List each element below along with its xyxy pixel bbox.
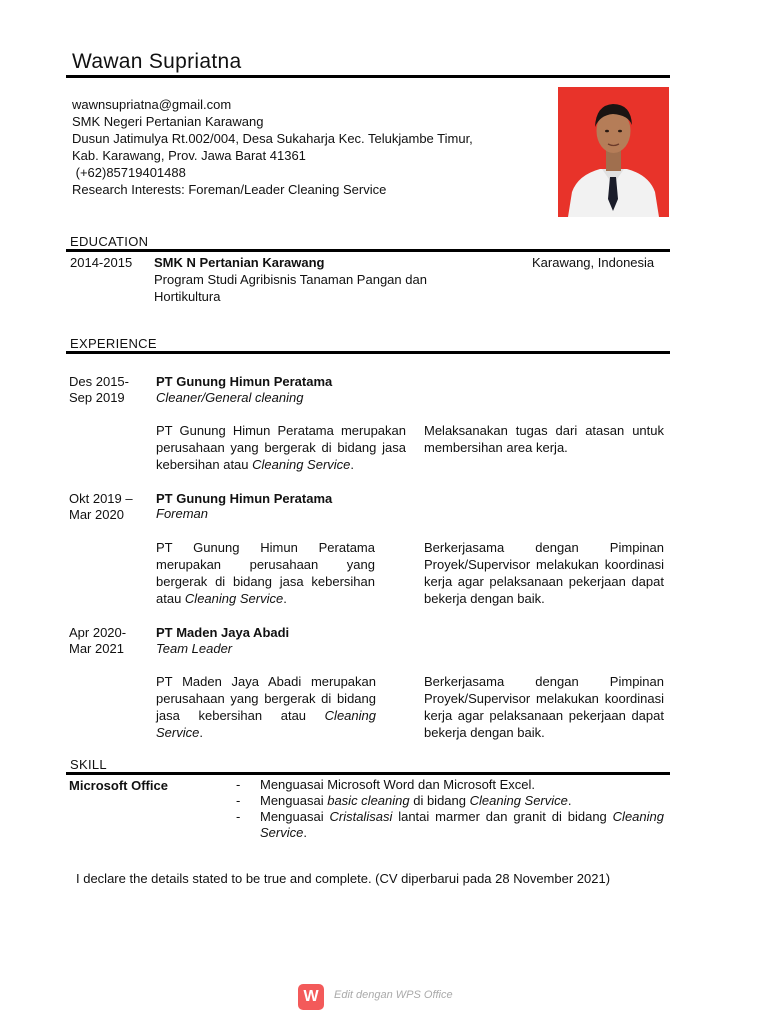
person-portrait-icon: [558, 87, 669, 217]
skill-item: [236, 793, 664, 809]
skill-list: [236, 777, 664, 841]
contact-block: [72, 96, 473, 198]
experience-duties: Melaksanakan tugas dari atasan untuk membersihan area kerja.: [424, 423, 664, 455]
skill-item-text: [260, 809, 664, 841]
description-text: PT Gunung Himun Peratama merupakan perusahaan yang bergerak di bidang jasa kebersihan atau: [156, 540, 375, 606]
address-line-1: Dusun Jatimulya Rt.002/004, Desa Sukaharja Kec. Telukjambe Timur,: [72, 131, 473, 146]
phone: (+62)85719401488: [72, 165, 186, 180]
skill-text: Menguasai Microsoft Word dan Microsoft Excel.: [260, 777, 536, 792]
experience-date-start: Okt 2019 –: [69, 491, 133, 506]
description-emphasis: Cleaning Service: [252, 457, 351, 472]
experience-date-end: Mar 2021: [69, 641, 124, 656]
experience-company: PT Gunung Himun Peratama: [156, 374, 333, 389]
experience-date-start: Apr 2020-: [69, 625, 127, 640]
wps-watermark-text: Edit dengan WPS Office: [334, 989, 453, 1001]
cv-name: Wawan Supriatna: [72, 50, 242, 73]
email: wawnsupriatna@gmail.com: [72, 97, 232, 112]
description-text: PT Maden Jaya Abadi merupakan perusahaan yang bergerak di bidang jasa kebersihan atau: [156, 674, 376, 723]
skill-text: lantai marmer dan granit di bidang: [392, 809, 613, 824]
skill-divider: [66, 772, 670, 775]
skill-item-text: [260, 793, 664, 809]
education-location: Karawang, Indonesia: [532, 255, 655, 270]
skill-emphasis: Cleaning Service: [469, 793, 568, 808]
school: SMK Negeri Pertanian Karawang: [72, 114, 264, 129]
skill-item-text: [260, 777, 664, 793]
experience-date-end: Mar 2020: [69, 507, 124, 522]
wps-logo-icon: W: [298, 984, 324, 1010]
skill-emphasis: basic cleaning: [327, 793, 410, 808]
experience-date-end: Sep 2019: [69, 390, 125, 405]
experience-company-description: [156, 673, 376, 741]
declaration: I declare the details stated to be true and complete. (CV diperbarui pada 28 November 2021): [76, 871, 611, 886]
experience-company-description: [156, 422, 406, 473]
experience-company-description: [156, 539, 375, 607]
experience-divider: [66, 351, 670, 354]
education-program: Program Studi Agribisnis Tanaman Pangan dan Hortikultura: [154, 272, 427, 304]
education-divider: [66, 249, 670, 252]
bullet-dash: -: [236, 793, 241, 808]
skill-item: [236, 777, 664, 793]
education-heading: EDUCATION: [70, 234, 149, 249]
education-years: 2014-2015: [70, 255, 133, 270]
experience-heading: EXPERIENCE: [70, 336, 157, 351]
education-institution: SMK N Pertanian Karawang: [154, 255, 325, 270]
skill-text: di bidang: [409, 793, 470, 808]
description-end: .: [350, 457, 355, 472]
experience-role: Foreman: [156, 506, 209, 521]
profile-photo: [558, 87, 669, 217]
description-emphasis: Cleaning Service: [184, 591, 284, 606]
description-emphasis: Cleaning Service: [156, 708, 376, 740]
experience-role: Team Leader: [156, 641, 233, 656]
experience-company: PT Maden Jaya Abadi: [156, 625, 290, 640]
skill-text-end: .: [567, 793, 572, 808]
research-interests: Research Interests: Foreman/Leader Cleaning Service: [72, 182, 387, 197]
skill-emphasis: Cleaning Service: [260, 809, 664, 840]
bullet-dash: -: [236, 777, 241, 792]
skill-heading: SKILL: [70, 757, 107, 772]
experience-date-start: Des 2015-: [69, 374, 129, 389]
experience-role: Cleaner/General cleaning: [156, 390, 304, 405]
skill-text-end: .: [303, 825, 307, 840]
skill-emphasis: Cristalisasi: [329, 809, 393, 824]
skill-text: Menguasai: [260, 793, 328, 808]
experience-company: PT Gunung Himun Peratama: [156, 491, 333, 506]
description-text: PT Gunung Himun Peratama merupakan perusahaan yang bergerak di bidang jasa kebersihan atau: [156, 423, 406, 472]
skill-item: [236, 809, 664, 841]
description-end: .: [283, 591, 287, 606]
skill-text: Menguasai: [260, 809, 330, 824]
address-line-2: Kab. Karawang, Prov. Jawa Barat 41361: [72, 148, 306, 163]
skill-name: Microsoft Office: [69, 778, 168, 793]
bullet-dash: -: [236, 809, 241, 824]
experience-duties: Berkerjasama dengan Pimpinan Proyek/Supervisor melakukan koordinasi kerja agar pelaksanaan pekerjaan dapat bekerja dengan baik.: [424, 540, 664, 606]
header-divider: [66, 75, 670, 78]
experience-duties: Berkerjasama dengan Pimpinan Proyek/Supervisor melakukan koordinasi kerja agar pelaksanaan pekerjaan dapat bekerja dengan baik.: [424, 674, 664, 740]
description-end: .: [199, 725, 203, 740]
wps-watermark[interactable]: [298, 984, 458, 1010]
